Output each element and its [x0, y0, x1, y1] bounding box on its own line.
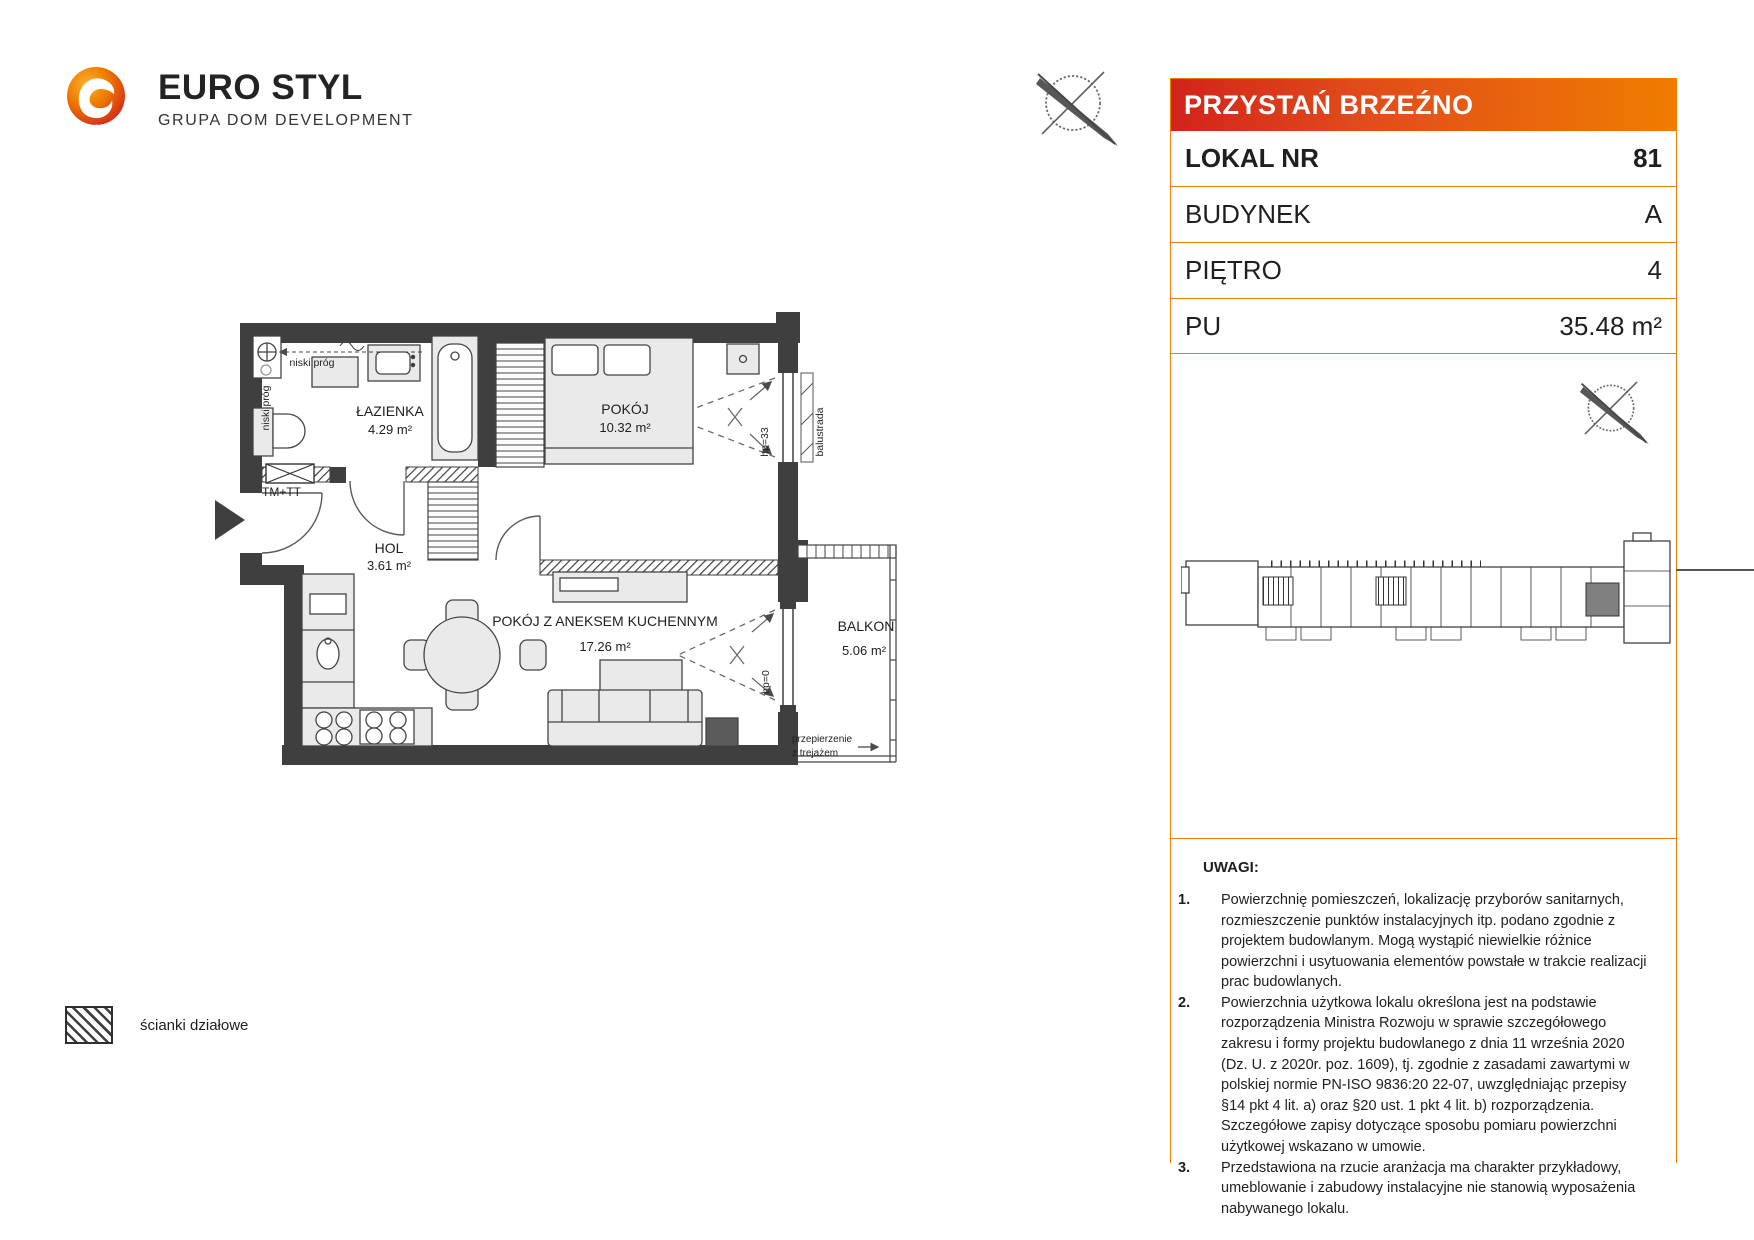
- row-pu: [1171, 299, 1676, 354]
- window-bedroom: [778, 373, 798, 462]
- row-label: PU: [1185, 310, 1222, 341]
- partition-hatch-swatch: [65, 1006, 113, 1044]
- notes-heading: UWAGI:: [1203, 859, 1259, 876]
- room-area: 4.29 m²: [367, 422, 413, 437]
- room-name: POKÓJ: [601, 401, 649, 417]
- note-item: [1171, 993, 1676, 1158]
- note-text: Powierzchnię pomieszczeń, lokalizację przyborów sanitarnych, rozmieszczenie punktów instalacyjnych itp. podano zgodnie z projektem budowlanym. Mogą wystąpić niewielkie różnice powierzchni i usytuowania elementów powstałe w trakcie realizacji prac budowlanych.: [1221, 892, 1647, 991]
- row-pietro: [1171, 243, 1676, 299]
- note-text: Przedstawiona na rzucie aranżacja ma charakter przykładowy, umeblowanie i zabudowy instalacyjne nie stanowią wyposażenia nabywanego lokalu.: [1221, 1159, 1636, 1217]
- brand-subtitle: GRUPA DOM DEVELOPMENT: [158, 112, 414, 129]
- tm-tt-box: [266, 464, 314, 483]
- legend-label: ścianki działowe: [140, 1016, 249, 1034]
- room-name: POKÓJ Z ANEKSEM KUCHENNYM: [492, 613, 718, 629]
- sofa: [548, 690, 702, 746]
- room-area: 3.61 m²: [366, 558, 412, 573]
- bedroom-furniture: [545, 338, 759, 464]
- row-budynek: [1171, 187, 1676, 243]
- niski-prog-label: niski próg: [289, 357, 335, 369]
- balustrada-label: balustrada: [814, 407, 826, 457]
- note-text: Powierzchnia użytkowa lokalu określona jest na podstawie rozporządzenia Ministra Rozwoju w sprawie szczegółowego zakresu i formy projektu budowlanego z dnia 11 września 2020 (Dz. U. z 2020r. poz. 1609), tj. zgodnie z zasadami zawartymi w polskiej normie PN-ISO 9836:20 22-07, uwzględniając przepisy §14 pkt 4 lit. a) oraz §20 ust. 1 pkt 4 lit. b) rozporządzenia. Szczegółowe zapisy dotyczące sposobu pomiaru powierzchni użytkowej wskazano w umowie.: [1221, 994, 1630, 1155]
- logo: [65, 58, 414, 134]
- bathroom-fixtures: [253, 336, 478, 460]
- row-label: LOKAL NR: [1185, 143, 1319, 173]
- room-area: 17.26 m²: [579, 639, 631, 654]
- balcony-door: [778, 602, 798, 712]
- przepierzenie-label: z trejażem: [792, 748, 839, 759]
- entrance-arrow-icon: [215, 500, 245, 540]
- section-reference-line: [1676, 569, 1754, 571]
- eurostyl-logo-icon: [65, 58, 129, 134]
- north-arrow-icon: [1569, 366, 1653, 450]
- living-furniture: [302, 572, 738, 746]
- room-name: HOL: [374, 540, 404, 556]
- row-value: 35.48 m²: [1559, 310, 1662, 341]
- row-lokal-nr: [1171, 131, 1676, 187]
- notes-cell: [1171, 839, 1676, 1219]
- note-number: 1.: [1178, 892, 1191, 908]
- niski-prog-label: niski próg: [260, 385, 272, 431]
- tm-tt-label: TM+TT: [262, 485, 301, 499]
- sill-height-label: hp=0: [760, 670, 772, 694]
- unit-spec-panel: [1170, 78, 1677, 1217]
- row-label: BUDYNEK: [1185, 199, 1311, 229]
- legend: [65, 1006, 248, 1044]
- building-overview-plan: [1181, 521, 1673, 655]
- przepierzenie-label: przepierzenie: [792, 734, 853, 745]
- row-value: 4: [1647, 255, 1662, 285]
- window-balustrade: [801, 373, 813, 462]
- note-item: [1171, 1158, 1676, 1220]
- note-item: [1171, 890, 1676, 993]
- apartment-floorplan: [200, 310, 900, 782]
- sill-height-label: hp=33: [759, 427, 771, 457]
- brand-name: EURO STYL: [158, 68, 363, 107]
- room-name: BALKON: [837, 618, 895, 634]
- nightstand: [727, 344, 759, 374]
- note-number: 2.: [1178, 994, 1191, 1011]
- project-header: [1171, 79, 1676, 131]
- side-table: [706, 718, 738, 746]
- room-area: 5.06 m²: [841, 643, 887, 658]
- building-overview-cell: [1171, 354, 1676, 839]
- room-area: 10.32 m²: [599, 420, 651, 435]
- row-value: A: [1644, 199, 1662, 229]
- row-value: 81: [1633, 143, 1662, 173]
- north-arrow-icon: [1023, 53, 1123, 153]
- highlighted-unit: [1586, 583, 1619, 616]
- room-name: ŁAZIENKA: [356, 403, 424, 419]
- project-name: PRZYSTAŃ BRZEŹNO: [1184, 89, 1474, 120]
- row-label: PIĘTRO: [1185, 255, 1282, 285]
- note-number: 3.: [1178, 1159, 1191, 1176]
